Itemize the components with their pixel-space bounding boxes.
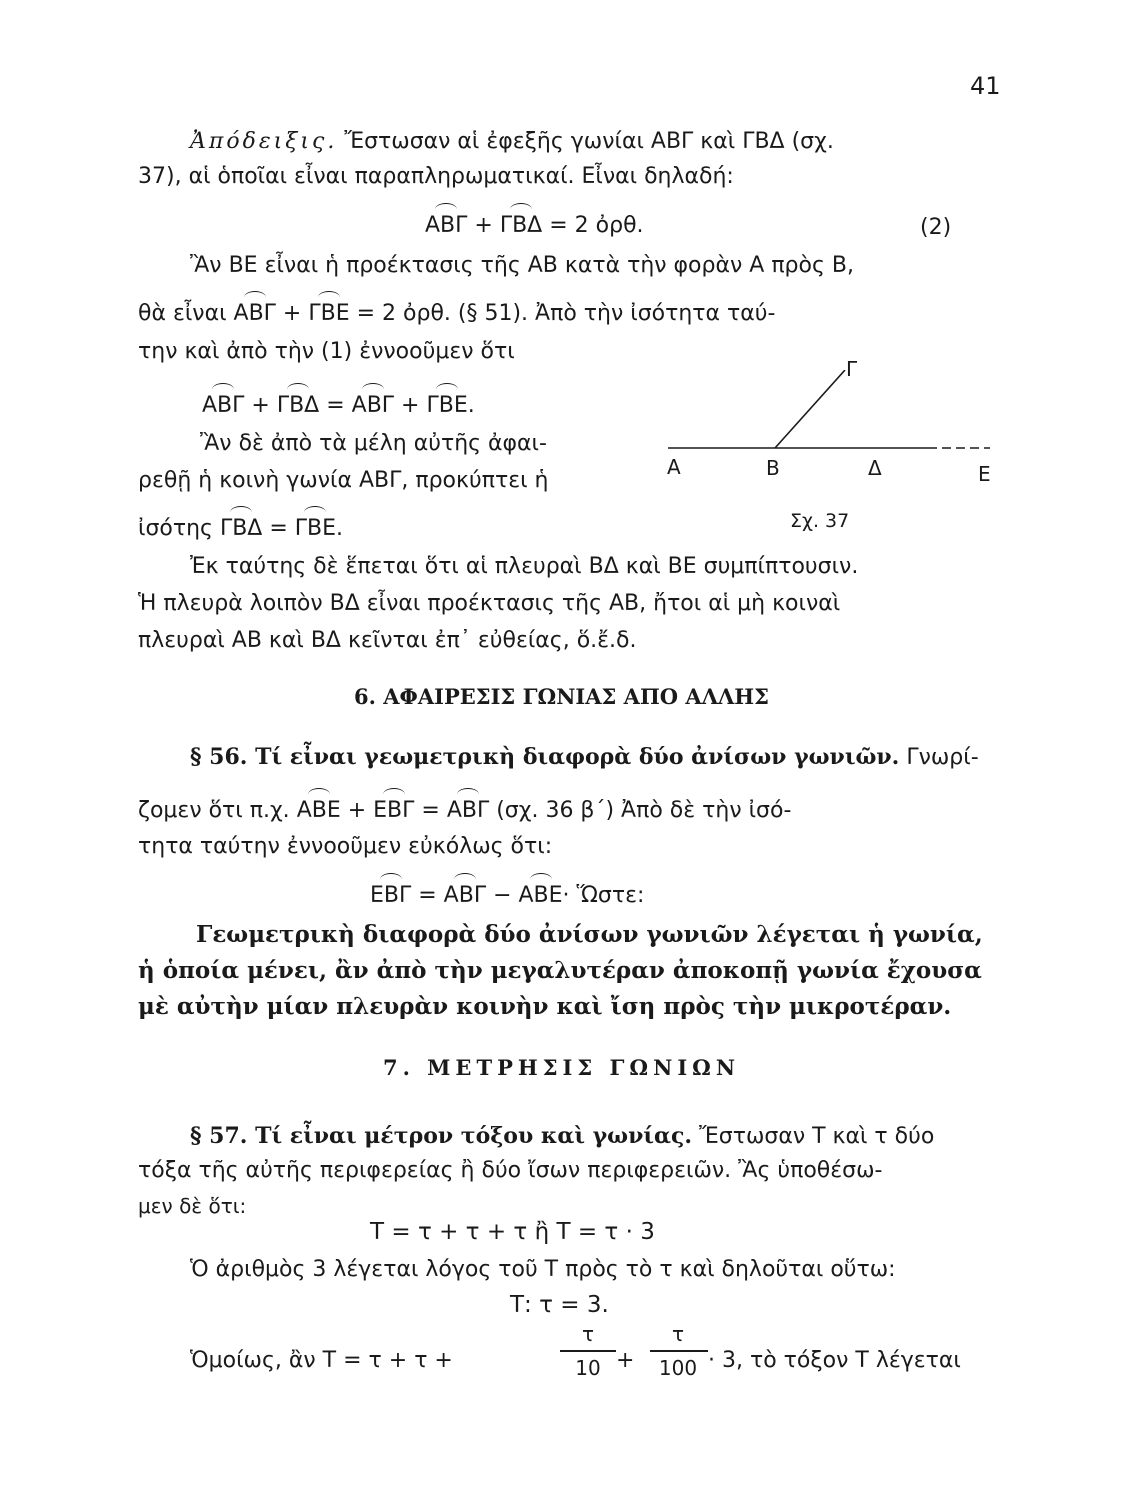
fraction-1-denominator: 10 — [575, 1356, 601, 1380]
fraction-2-denominator: 100 — [658, 1356, 698, 1380]
section-7-line-1: § 57. Τί εἶναι μέτρον τόξου καὶ γωνίας. Ἔστωσαν Τ καὶ τ δύο — [190, 1123, 935, 1149]
page-number: 41 — [970, 72, 1001, 100]
section-6-line-2: ζομεν ὅτι π.χ. ΑΒΕ + ΕΒΓ = ΑΒΓ (σχ. 36 β΄) Ἀπὸ δὲ τὴν ἰσό- — [138, 798, 792, 823]
section-7-line-4: Ὁ ἀριθμὸς 3 λέγεται λόγος τοῦ Τ πρὸς τὸ τ καὶ δηλοῦται οὕτω: — [190, 1257, 896, 1282]
equation-3: ΑΒΓ + ΓΒΔ = ΑΒΓ + ΓΒΕ. — [202, 393, 475, 418]
difference-equation: ΕΒΓ = ΑΒΓ − ΑΒΕ· Ὥστε: — [370, 883, 645, 908]
definition-line-2: ἡ ὁποία μένει, ἂν ἀπὸ τὴν μεγαλυτέραν ἀποκοπῇ γωνία ἔχουσα — [138, 957, 982, 984]
proof-line-2: 37), αἱ ὁποῖαι εἶναι παραπληρωματικαί. Εἶναι δηλαδή: — [138, 164, 734, 189]
section-7-line-3: μεν δὲ ὅτι: — [138, 1194, 247, 1218]
proof-line-4: θὰ εἶναι ΑΒΓ + ΓΒΕ = 2 ὀρθ. (§ 51). Ἀπὸ τὴν ἰσότητα ταύ- — [138, 301, 776, 326]
section-6-title: 6. ΑΦΑΙΡΕΣΙΣ ΓΩΝΙΑΣ ΑΠΟ ΑΛΛΗΣ — [354, 684, 769, 709]
equation-number: (2) — [920, 215, 952, 240]
proof-line-6: Ἂν δὲ ἀπὸ τὰ μέλη αὐτῆς ἀφαι- — [200, 431, 547, 456]
section-6-line-3: τητα ταύτην ἐννοοῦμεν εὐκόλως ὅτι: — [138, 834, 553, 859]
fraction-1-numerator: τ — [581, 1322, 595, 1346]
proof-line-8: ἰσότης ΓΒΔ = ΓΒΕ. — [138, 516, 344, 541]
figure-label-g: Γ — [846, 357, 858, 381]
section-7-line-2: τόξα τῆς αὐτῆς περιφερείας ἢ δύο ἴσων περιφερειῶν. Ἂς ὑποθέσω- — [138, 1158, 883, 1183]
section-7-line-5: Ὁμοίως, ἂν Τ = τ + τ + — [190, 1348, 453, 1373]
proof-line-10: Ἡ πλευρὰ λοιπὸν ΒΔ εἶναι προέκτασις τῆς ΑΒ, ἤτοι αἱ μὴ κοιναὶ — [138, 591, 841, 616]
equation-2: ΑΒΓ + ΓΒΔ = 2 ὀρθ. — [425, 213, 644, 238]
section-7-line-5-rest: · 3, τὸ τόξον Τ λέγεται — [708, 1348, 961, 1373]
figure-label-e: Ε — [978, 462, 991, 486]
section-7-title: 7. ΜΕΤΡΗΣΙΣ ΓΩΝΙΩΝ — [382, 1055, 741, 1080]
ratio-equation-1: Τ = τ + τ + τ ἢ Τ = τ · 3 — [370, 1219, 655, 1245]
definition-line-1: Γεωμετρικὴ διαφορὰ δύο ἀνίσων γωνιῶν λέγεται ἡ γωνία, — [196, 921, 983, 948]
fraction-2-bar — [650, 1350, 708, 1352]
proof-line-7: ρεθῇ ἡ κοινὴ γωνία ΑΒΓ, προκύπτει ἡ — [138, 468, 549, 493]
proof-line-3: Ἂν ΒΕ εἶναι ἡ προέκτασις τῆς ΑΒ κατὰ τὴν φορὰν Α πρὸς Β, — [190, 253, 854, 278]
figure-label-a: Α — [667, 455, 681, 479]
fraction-plus: + — [616, 1348, 635, 1373]
figure-label-d: Δ — [868, 456, 882, 480]
proof-heading: Ἀπόδειξις. — [190, 129, 338, 154]
figure-caption: Σχ. 37 — [790, 510, 850, 532]
definition-line-3: μὲ αὐτὴν μίαν πλευρὰν κοινὴν καὶ ἴση πρὸς τὴν μικροτέραν. — [138, 993, 952, 1020]
proof-line-11: πλευραὶ ΑΒ καὶ ΒΔ κεῖνται ἐπ᾽ εὐθείας, ὅ.ἔ.δ. — [138, 628, 637, 653]
proof-line-9: Ἐκ ταύτης δὲ ἕπεται ὅτι αἱ πλευραὶ ΒΔ καὶ ΒΕ συμπίπτουσιν. — [190, 554, 859, 579]
figure-37 — [650, 370, 1000, 510]
proof-line-5: την καὶ ἀπὸ τὴν (1) ἐννοοῦμεν ὅτι — [138, 339, 515, 364]
paragraph-56-label: § 56. Τί εἶναι γεωμετρικὴ διαφορὰ δύο ἀνίσων γωνιῶν. — [190, 744, 900, 770]
ratio-equation-2: Τ: τ = 3. — [510, 1292, 609, 1318]
proof-line-1: Ἀπόδειξις. Ἔστωσαν αἱ ἐφεξῆς γωνίαι ΑΒΓ καὶ ΓΒΔ (σχ. — [190, 129, 834, 154]
fraction-1-bar — [560, 1350, 616, 1352]
figure-label-b: Β — [766, 456, 780, 480]
section-6-line-1: § 56. Τί εἶναι γεωμετρικὴ διαφορὰ δύο ἀνίσων γωνιῶν. Γνωρί- — [190, 744, 979, 770]
fraction-2-numerator: τ — [671, 1322, 685, 1346]
paragraph-57-label: § 57. Τί εἶναι μέτρον τόξου καὶ γωνίας. — [190, 1123, 692, 1149]
line-bg — [775, 370, 845, 448]
